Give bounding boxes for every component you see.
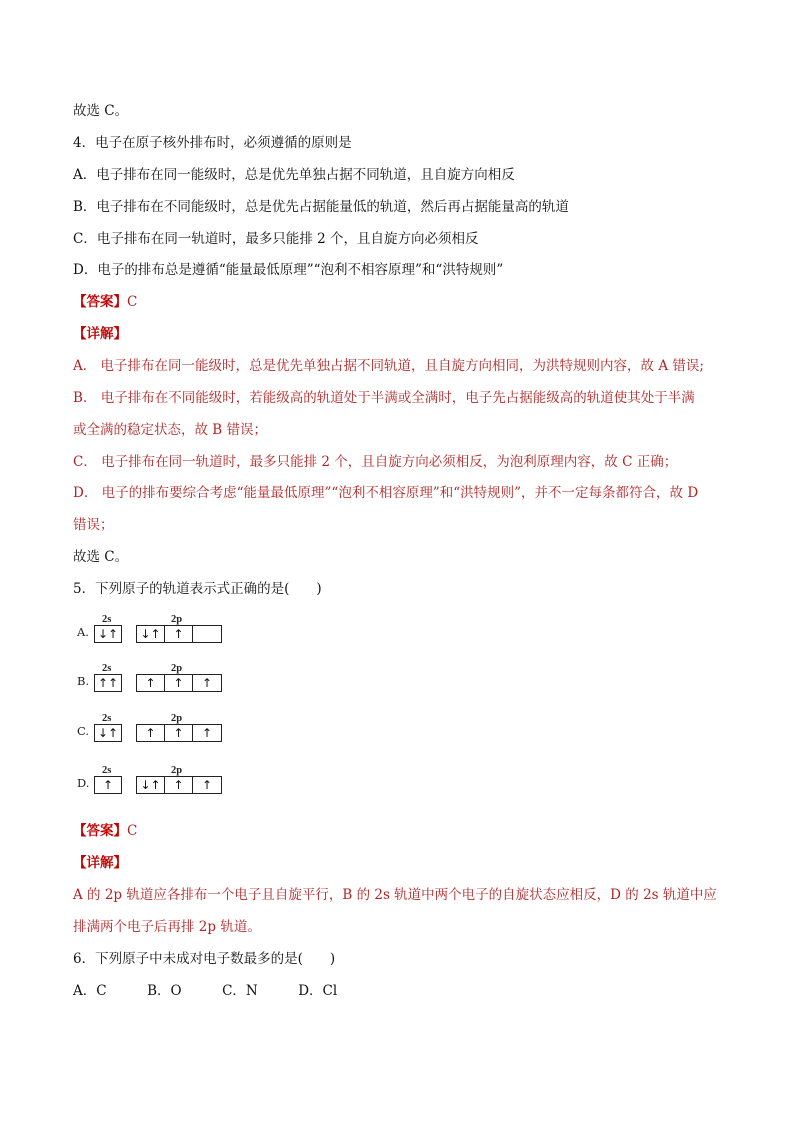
orbital-cell: ↑ xyxy=(137,725,165,741)
option-letter: C. xyxy=(77,724,90,738)
orbital-2s-box xyxy=(94,724,122,742)
q5-explanation-2: 排满两个电子后再排 2p 轨道。 xyxy=(73,919,261,935)
q4-option-a: A．电子排布在同一能级时，总是优先单独占据不同轨道，且自旋方向相反 xyxy=(73,167,515,183)
q4-option-d: D．电子的排布总是遵循“能量最低原理”“泡利不相容原理”和“洪特规则” xyxy=(73,262,504,278)
orbital-cell: ↑ xyxy=(102,778,114,792)
q4-explanation-b-1: B． 电子排布在不同能级时，若能级高的轨道处于半满或全满时，电子先占据能级高的轨道使其处于半满 xyxy=(73,390,695,406)
orbital-2p-box xyxy=(136,776,222,794)
q4-explanation-d-2: 错误； xyxy=(73,517,114,533)
q4-explanation-a: A． 电子排布在同一能级时，总是优先单独占据不同轨道，且自旋方向相同，为洪特规则内容，故 A 错误; xyxy=(73,358,704,374)
orbital-cell: ↑ xyxy=(201,778,213,792)
orbital-2p-label: 2p xyxy=(171,765,183,776)
q6-options: A．C B．O C．N D．Cl xyxy=(73,983,338,999)
answer-value: C xyxy=(127,294,138,310)
orbital-2s-label: 2s xyxy=(102,765,112,776)
orbital-cell: ↓↑ xyxy=(97,726,119,740)
q4-answer xyxy=(73,292,137,312)
q4-option-c: C．电子排布在同一轨道时，最多只能排 2 个，且自旋方向必须相反 xyxy=(73,231,479,247)
previous-choice: 故选 C。 xyxy=(73,103,129,119)
question-6: 6．下列原子中未成对电子数最多的是( ) xyxy=(73,951,336,967)
q5-detail-tag: 【详解】 xyxy=(73,855,127,871)
q4-option-b: B．电子排布在不同能级时，总是优先占据能量低的轨道，然后再占据能量高的轨道 xyxy=(73,199,569,215)
orbital-cell: ↑ xyxy=(165,777,193,793)
answer-tag: 【答案】 xyxy=(73,823,127,839)
orbital-cell: ↑ xyxy=(201,676,213,690)
q4-detail-tag: 【详解】 xyxy=(73,326,127,342)
orbital-2s-box xyxy=(94,776,122,794)
answer-tag: 【答案】 xyxy=(73,294,127,310)
q4-choice: 故选 C。 xyxy=(73,549,129,565)
q5-explanation-1: A 的 2p 轨道应各排布一个电子且自旋平行，B 的 2s 轨道中两个电子的自旋状态应相反，D 的 2s 轨道中应 xyxy=(73,887,717,903)
q4-explanation-d-1: D． 电子的排布要综合考虑“能量最低原理”“泡利不相容原理”和“洪特规则”，并不一定每条都符合，故 D xyxy=(73,485,699,501)
orbital-2p-box xyxy=(136,625,222,643)
option-letter: B. xyxy=(77,674,90,688)
orbital-2s-label: 2s xyxy=(102,713,112,724)
orbital-option-a xyxy=(77,614,227,648)
orbital-2p-box xyxy=(136,724,222,742)
q4-explanation-c: C． 电子排布在同一轨道时，最多只能排 2 个，且自旋方向必须相反，为泡利原理内容，故 C 正确； xyxy=(73,454,678,470)
orbital-option-b xyxy=(77,663,227,697)
orbital-cell: ↑ xyxy=(165,675,193,691)
option-letter: A. xyxy=(77,625,89,639)
question-5: 5．下列原子的轨道表示式正确的是( ) xyxy=(73,581,322,597)
orbital-cell: ↓↑ xyxy=(137,777,165,793)
orbital-option-d xyxy=(77,765,227,799)
orbital-cell: ↑ xyxy=(165,725,193,741)
orbital-cell: ↓↑ xyxy=(137,626,165,642)
orbital-cell: ↑ xyxy=(137,675,165,691)
orbital-cell: ↓↑ xyxy=(97,627,119,641)
q4-explanation-b-2: 或全满的稳定状态，故 B 错误； xyxy=(73,422,268,438)
answer-value: C xyxy=(127,823,138,839)
orbital-2s-label: 2s xyxy=(102,663,112,674)
orbital-2p-label: 2p xyxy=(171,614,183,625)
orbital-2s-box xyxy=(94,625,122,643)
orbital-option-c xyxy=(77,713,227,747)
orbital-cell xyxy=(193,626,221,642)
orbital-2s-label: 2s xyxy=(102,614,112,625)
orbital-cell: ↑ xyxy=(165,626,193,642)
orbital-2p-label: 2p xyxy=(171,663,183,674)
orbital-2p-box xyxy=(136,674,222,692)
q5-answer xyxy=(73,821,137,841)
orbital-2s-box xyxy=(94,674,122,692)
orbital-cell: ↑↑ xyxy=(97,676,119,690)
option-letter: D. xyxy=(77,776,90,790)
orbital-cell: ↑ xyxy=(201,726,213,740)
question-4: 4．电子在原子核外排布时，必须遵循的原则是 xyxy=(73,135,352,151)
orbital-2p-label: 2p xyxy=(171,713,183,724)
